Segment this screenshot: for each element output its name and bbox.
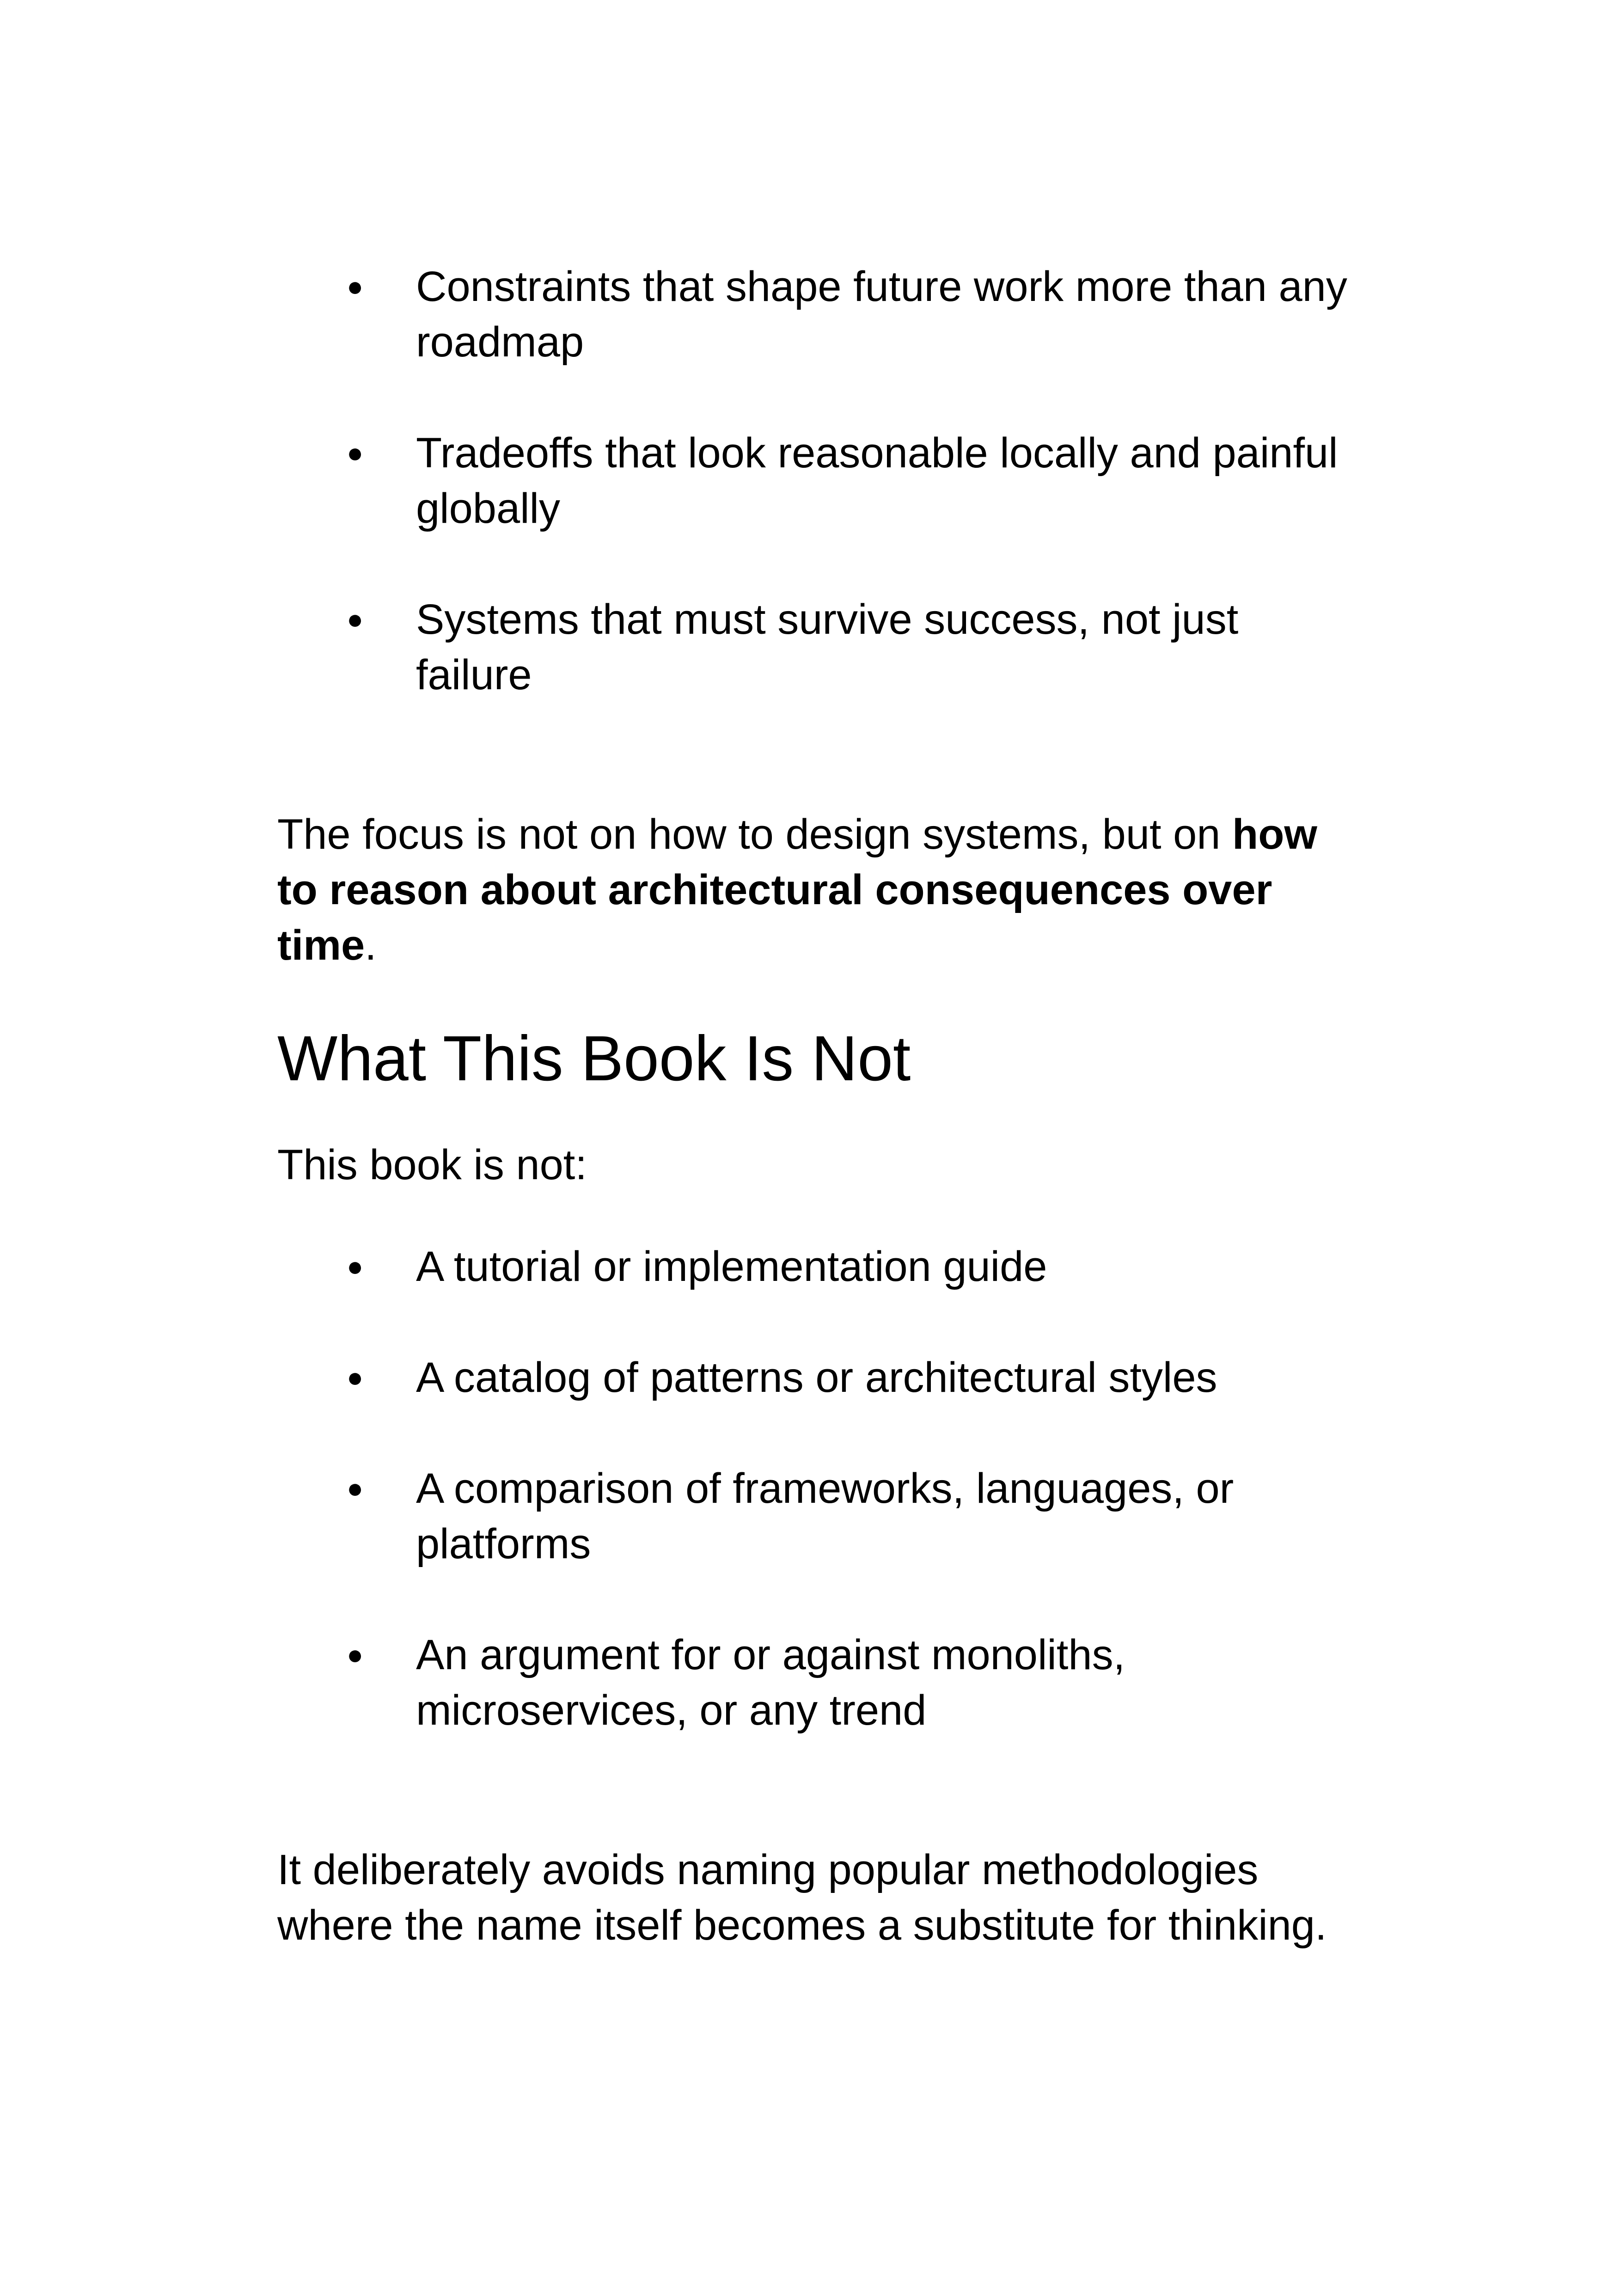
list-item <box>277 592 1359 703</box>
focus-lead-text: The focus is not on how to design systems, but on <box>277 811 1233 858</box>
list-item-text: Constraints that shape future work more than any roadmap <box>416 263 1347 366</box>
list-item <box>277 259 1359 370</box>
consequences-list <box>277 259 1359 703</box>
bullet-icon: ● <box>347 437 364 468</box>
bullet-icon: ● <box>347 604 364 635</box>
list-item <box>277 425 1359 536</box>
list-item-text: A comparison of frameworks, languages, or platforms <box>416 1465 1234 1567</box>
list-item-text: Tradeoffs that look reasonable locally and painful globally <box>416 429 1338 532</box>
list-item <box>277 1239 1359 1294</box>
bullet-icon: ● <box>347 271 364 302</box>
list-item-text: A tutorial or implementation guide <box>416 1243 1047 1290</box>
section-heading: What This Book Is Not <box>277 1023 911 1094</box>
bullet-icon: ● <box>347 1473 364 1504</box>
list-item <box>277 1627 1359 1738</box>
bullet-icon: ● <box>347 1251 364 1282</box>
intro-paragraph: This book is not: <box>277 1141 587 1188</box>
focus-bold-text: how to reason about architectural consequences over time <box>277 811 1317 969</box>
closing-paragraph: It deliberately avoids naming popular methodologies where the name itself becomes a substitute for thinking. <box>277 1846 1327 1949</box>
document-page <box>277 259 1359 1953</box>
focus-trail-text: . <box>365 922 377 969</box>
list-item-text: An argument for or against monoliths, microservices, or any trend <box>416 1631 1125 1734</box>
list-item-text: Systems that must survive success, not just failure <box>416 596 1239 698</box>
bullet-icon: ● <box>347 1362 364 1393</box>
list-item <box>277 1350 1359 1405</box>
list-item-text: A catalog of patterns or architectural styles <box>416 1354 1217 1401</box>
focus-paragraph <box>277 807 1359 973</box>
bullet-icon: ● <box>347 1639 364 1670</box>
list-item <box>277 1461 1359 1572</box>
not-list <box>277 1239 1359 1738</box>
